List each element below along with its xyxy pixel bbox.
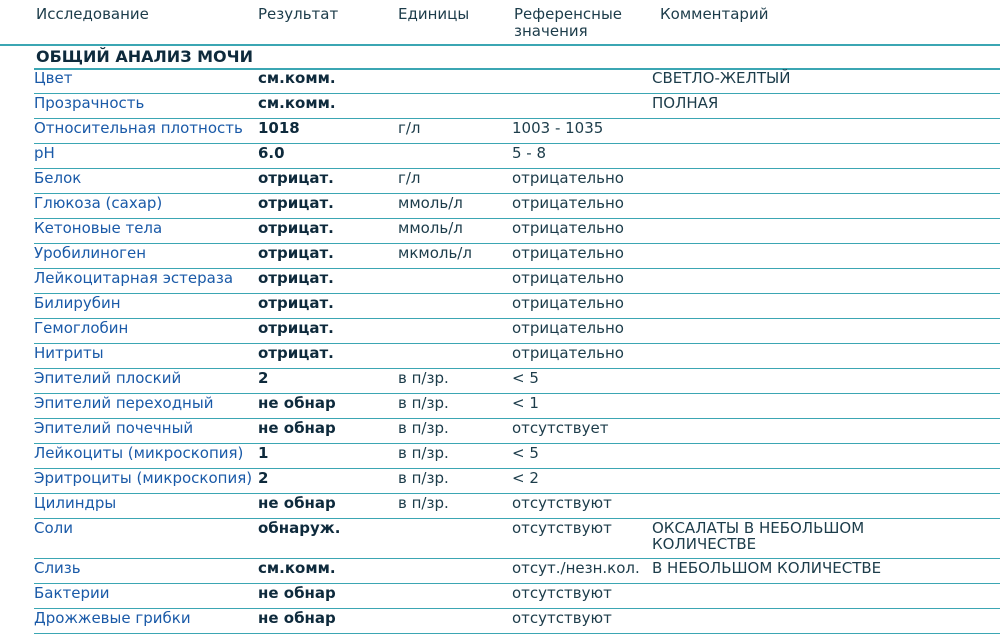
row-units: в п/зр. bbox=[398, 419, 449, 437]
row-test-name: Лейкоцитарная эстераза bbox=[34, 269, 234, 287]
row-test-name: Слизь bbox=[34, 559, 81, 577]
row-result: 1018 bbox=[258, 119, 300, 137]
row-reference: < 2 bbox=[512, 469, 539, 487]
row-test-name: Эритроциты (микроскопия) bbox=[34, 469, 253, 487]
row-test-name: Прозрачность bbox=[34, 94, 145, 112]
row-result: см.комм. bbox=[258, 94, 336, 112]
row-test-name: Эпителий почечный bbox=[34, 419, 194, 437]
row-test-name: Кетоновые тела bbox=[34, 219, 163, 237]
row-result: обнаруж. bbox=[258, 519, 341, 537]
row-result: не обнар bbox=[258, 494, 336, 512]
row-test-name: Белок bbox=[34, 169, 82, 187]
row-comment-line2: КОЛИЧЕСТВЕ bbox=[652, 535, 757, 553]
table-row bbox=[34, 294, 1000, 319]
header-units: Единицы bbox=[398, 5, 470, 23]
row-units: ммоль/л bbox=[398, 194, 463, 212]
table-row bbox=[34, 69, 1000, 94]
row-test-name: Гемоглобин bbox=[34, 319, 129, 337]
row-reference: отрицательно bbox=[512, 244, 624, 262]
row-test-name: Глюкоза (сахар) bbox=[34, 194, 163, 212]
row-reference: отсутствуют bbox=[512, 494, 612, 512]
row-test-name: Цвет bbox=[34, 69, 73, 87]
row-units: мкмоль/л bbox=[398, 244, 472, 262]
row-reference: 1003 - 1035 bbox=[512, 119, 604, 137]
table-row bbox=[34, 444, 1000, 469]
row-comment bbox=[652, 520, 952, 552]
row-units: в п/зр. bbox=[398, 394, 449, 412]
row-result: 2 bbox=[258, 369, 269, 387]
row-reference: отсутствуют bbox=[512, 519, 612, 537]
row-reference: < 5 bbox=[512, 369, 539, 387]
header-reference bbox=[514, 6, 622, 40]
row-reference: отсутствует bbox=[512, 419, 609, 437]
row-test-name: Бактерии bbox=[34, 584, 110, 602]
table-row bbox=[34, 559, 1000, 584]
row-units: ммоль/л bbox=[398, 219, 463, 237]
row-result: отрицат. bbox=[258, 194, 334, 212]
row-test-name: Уробилиноген bbox=[34, 244, 147, 262]
row-result: отрицат. bbox=[258, 294, 334, 312]
table-row bbox=[34, 169, 1000, 194]
row-comment bbox=[652, 95, 952, 111]
table-row bbox=[34, 94, 1000, 119]
row-test-name: Билирубин bbox=[34, 294, 121, 312]
table-row bbox=[34, 344, 1000, 369]
header-result: Результат bbox=[258, 5, 339, 23]
row-test-name: pH bbox=[34, 144, 55, 162]
table-row bbox=[34, 369, 1000, 394]
header-reference-line1: Референсные bbox=[514, 5, 623, 23]
row-result: 2 bbox=[258, 469, 269, 487]
row-test-name: Эпителий плоский bbox=[34, 369, 182, 387]
table-row bbox=[34, 519, 1000, 559]
row-test-name: Цилиндры bbox=[34, 494, 117, 512]
row-comment bbox=[652, 70, 952, 86]
table-row bbox=[34, 194, 1000, 219]
row-result: отрицат. bbox=[258, 319, 334, 337]
table-row bbox=[34, 494, 1000, 519]
row-result: не обнар bbox=[258, 419, 336, 437]
row-units: в п/зр. bbox=[398, 444, 449, 462]
row-comment-line1: В НЕБОЛЬШОМ КОЛИЧЕСТВЕ bbox=[652, 559, 882, 577]
row-comment-line1: СВЕТЛО-ЖЕЛТЫЙ bbox=[652, 69, 791, 87]
row-test-name: Соли bbox=[34, 519, 73, 537]
row-comment-line1: ПОЛНАЯ bbox=[652, 94, 719, 112]
row-result: отрицат. bbox=[258, 244, 334, 262]
row-comment-line1: ОКСАЛАТЫ В НЕБОЛЬШОМ bbox=[652, 519, 865, 537]
row-result: 6.0 bbox=[258, 144, 285, 162]
header-comment: Комментарий bbox=[660, 5, 769, 23]
table-row bbox=[34, 394, 1000, 419]
table-row bbox=[34, 269, 1000, 294]
row-reference: отрицательно bbox=[512, 269, 624, 287]
row-reference: < 5 bbox=[512, 444, 539, 462]
row-reference: отсутствуют bbox=[512, 609, 612, 627]
header-test: Исследование bbox=[36, 5, 149, 23]
row-result: отрицат. bbox=[258, 219, 334, 237]
row-result: см.комм. bbox=[258, 559, 336, 577]
table-row bbox=[34, 419, 1000, 444]
row-reference: отрицательно bbox=[512, 319, 624, 337]
row-result: отрицат. bbox=[258, 169, 334, 187]
table-row bbox=[34, 319, 1000, 344]
row-reference: отрицательно bbox=[512, 219, 624, 237]
row-reference: отсутствуют bbox=[512, 584, 612, 602]
row-units: г/л bbox=[398, 119, 421, 137]
table-row bbox=[34, 244, 1000, 269]
table-row bbox=[34, 144, 1000, 169]
row-units: г/л bbox=[398, 169, 421, 187]
row-units: в п/зр. bbox=[398, 469, 449, 487]
table-row bbox=[34, 609, 1000, 634]
row-reference: отрицательно bbox=[512, 294, 624, 312]
table-row bbox=[34, 469, 1000, 494]
row-result: не обнар bbox=[258, 609, 336, 627]
row-reference: отсут./незн.кол. bbox=[512, 559, 640, 577]
row-result: не обнар bbox=[258, 584, 336, 602]
row-test-name: Эпителий переходный bbox=[34, 394, 214, 412]
row-test-name: Относительная плотность bbox=[34, 119, 243, 137]
row-reference: отрицательно bbox=[512, 169, 624, 187]
header-reference-line2: значения bbox=[514, 22, 588, 40]
row-units: в п/зр. bbox=[398, 369, 449, 387]
table-row bbox=[34, 584, 1000, 609]
table-row bbox=[34, 119, 1000, 144]
row-reference: отрицательно bbox=[512, 344, 624, 362]
row-reference: отрицательно bbox=[512, 194, 624, 212]
table-header bbox=[0, 0, 1000, 46]
row-result: см.комм. bbox=[258, 69, 336, 87]
section-title: ОБЩИЙ АНАЛИЗ МОЧИ bbox=[36, 47, 253, 66]
row-result: не обнар bbox=[258, 394, 336, 412]
row-result: отрицат. bbox=[258, 269, 334, 287]
row-units: в п/зр. bbox=[398, 494, 449, 512]
row-comment bbox=[652, 560, 952, 576]
row-reference: 5 - 8 bbox=[512, 144, 547, 162]
row-test-name: Нитриты bbox=[34, 344, 104, 362]
row-reference: < 1 bbox=[512, 394, 539, 412]
row-result: отрицат. bbox=[258, 344, 334, 362]
table-row bbox=[34, 219, 1000, 244]
row-result: 1 bbox=[258, 444, 269, 462]
row-test-name: Лейкоциты (микроскопия) bbox=[34, 444, 244, 462]
row-test-name: Дрожжевые грибки bbox=[34, 609, 191, 627]
